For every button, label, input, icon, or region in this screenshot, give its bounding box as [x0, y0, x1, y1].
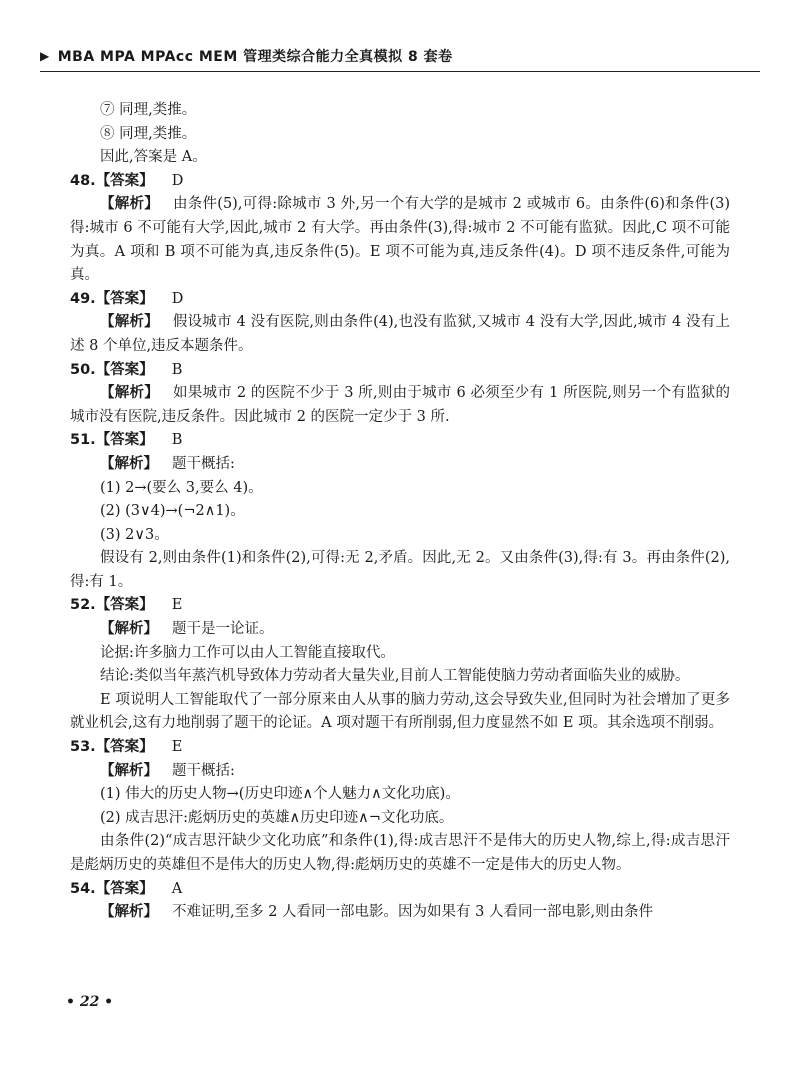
header-divider — [40, 71, 760, 72]
explanation-48: 【解析】 由条件(5),可得:除城市 3 外,另一个有大学的是城市 2 或城市 6。由条件(6)和条件(3)得:城市 6 不可能有大学,因此,城市 2 有大学。再由条件(3),得:城市 2 不可能有监狱。因此,C 项不可能为真。A 项和 B 项不可能为真,违反条件(5)。E 项不可能为真,违反条件(4)。D 项不违反条件,可能为真。 — [70, 196, 730, 284]
text-line: ⑦ 同理,类推。 — [100, 102, 197, 118]
triangle-right-icon: ▶ — [40, 49, 50, 63]
paragraph: 结论:类似当年蒸汽机导致体力劳动者大量失业,目前人工智能使脑力劳动者面临失业的威胁。 — [100, 668, 690, 685]
paragraph: 由条件(2)“成吉思汗缺少文化功底”和条件(1),得:成吉思汗不是伟大的历史人物,综上,得:成吉思汗是彪炳历史的英雄但不是伟大的历史人物,得:彪炳历史的英雄不一定是伟大的历史人物。 — [70, 833, 730, 873]
answer-line-53: 53.【答案】 E — [70, 739, 183, 756]
explanation-52: 【解析】 题干是一论证。 — [100, 621, 274, 638]
explanation-53: 【解析】 题干概括: — [100, 762, 235, 779]
explanation-49: 【解析】 假设城市 4 没有医院,则由条件(4),也没有监狱,又城市 4 没有大学,因此,城市 4 没有上述 8 个单位,违反本题条件。 — [70, 314, 730, 354]
list-item: (1) 2→(要么 3,要么 4)。 — [100, 479, 263, 496]
answer-line-52: 52.【答案】 E — [70, 597, 183, 614]
list-item: (3) 2∨3。 — [100, 526, 169, 543]
answer-explanations — [70, 99, 730, 925]
answer-line-48: 48.【答案】 D — [70, 172, 184, 189]
answer-line-49: 49.【答案】 D — [70, 290, 184, 307]
header-title: MBA MPA MPAcc MEM 管理类综合能力全真模拟 8 套卷 — [57, 49, 453, 65]
list-item: (1) 伟大的历史人物→(历史印迹∧个人魅力∧文化功底)。 — [100, 786, 460, 803]
paragraph: 假设有 2,则由条件(1)和条件(2),可得:无 2,矛盾。因此,无 2。又由条件(3),得:有 3。再由条件(2),得:有 1。 — [70, 550, 730, 590]
explanation-51: 【解析】 题干概括: — [100, 455, 235, 472]
page-number: • 22 • — [66, 994, 114, 1010]
list-item: (2) (3∨4)→(¬2∧1)。 — [100, 503, 245, 520]
text-line: 因此,答案是 A。 — [100, 149, 207, 166]
answer-line-51: 51.【答案】 B — [70, 432, 183, 449]
list-item: (2) 成吉思汗:彪炳历史的英雄∧历史印迹∧¬文化功底。 — [100, 809, 454, 826]
answer-line-54: 54.【答案】 A — [70, 880, 183, 897]
running-header — [40, 46, 760, 66]
paragraph: 论据:许多脑力工作可以由人工智能直接取代。 — [100, 644, 395, 661]
answer-line-50: 50.【答案】 B — [70, 361, 183, 378]
explanation-54: 【解析】 不难证明,至多 2 人看同一部电影。因为如果有 3 人看同一部电影,则由条件 — [100, 904, 654, 921]
text-line: ⑧ 同理,类推。 — [100, 125, 197, 142]
explanation-50: 【解析】 如果城市 2 的医院不少于 3 所,则由于城市 6 必须至少有 1 所医院,则另一个有监狱的城市没有医院,违反条件。因此城市 2 的医院一定少于 3 所. — [70, 385, 730, 425]
paragraph: E 项说明人工智能取代了一部分原来由人从事的脑力劳动,这会导致失业,但同时为社会增加了更多就业机会,这有力地削弱了题干的论证。A 项对题干有所削弱,但力度显然不如 E 项。其余选项不削弱。 — [70, 691, 730, 732]
